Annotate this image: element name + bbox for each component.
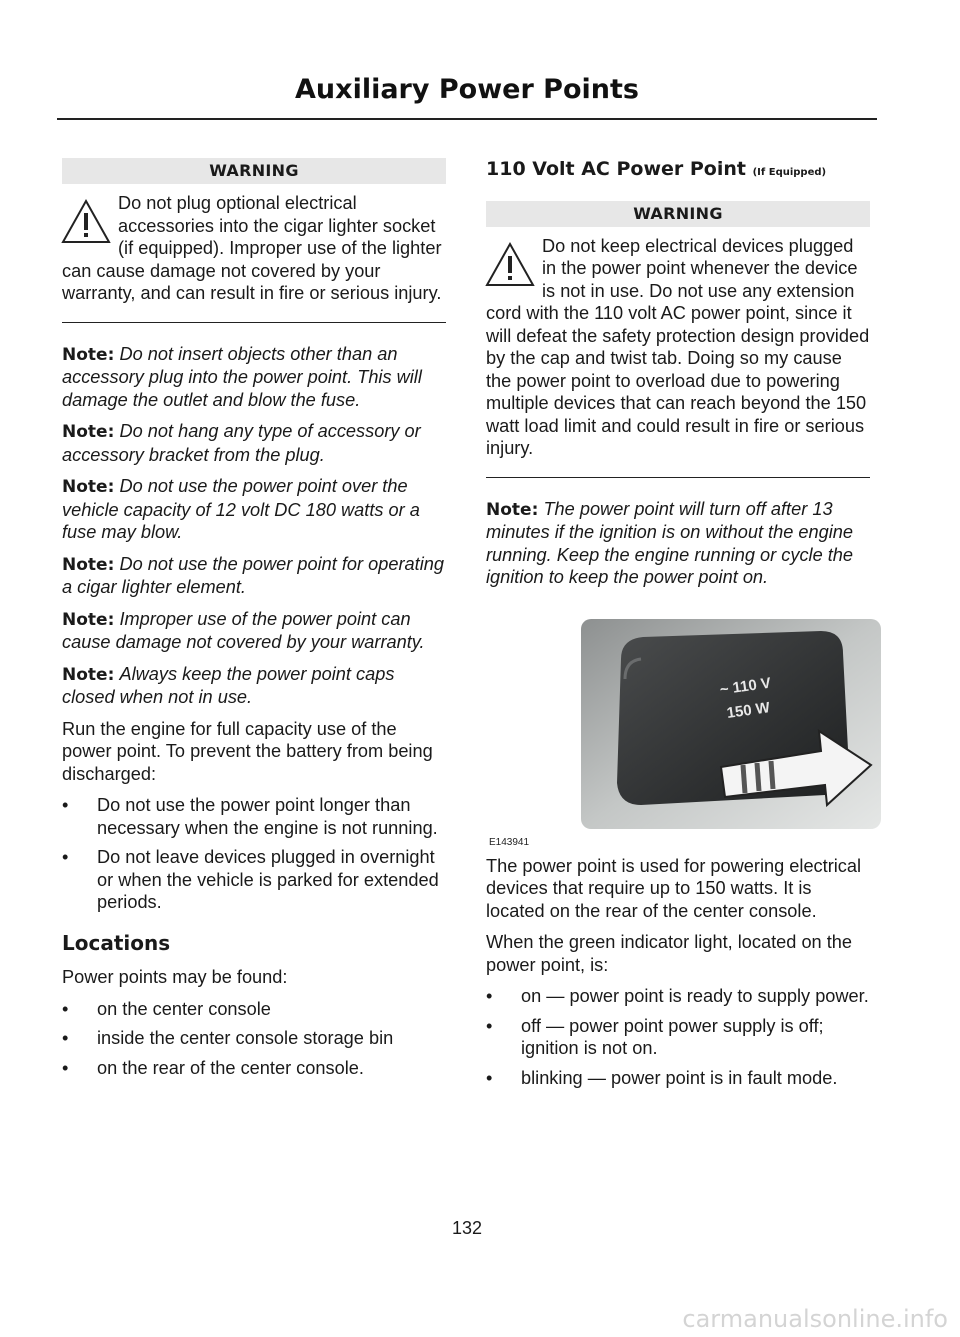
indicator-states-list [486,985,870,1089]
list-item-text: Do not use the power point longer than necessary when the engine is not running. [97,795,438,838]
note-text: Improper use of the power point can cause damage not covered by your warranty. [62,608,425,652]
page-number: 132 [451,1218,483,1238]
list-item-text: on the rear of the center console. [97,1057,364,1078]
body-paragraph: Power points may be found: [62,967,288,987]
note-label: Note: [62,554,115,575]
left-column [62,158,446,1088]
note [62,608,446,654]
note [62,420,446,466]
power-point-photo [581,619,881,829]
page-title: Auxiliary Power Points [295,74,639,105]
list-item [62,1057,446,1080]
list-item [62,998,446,1021]
warning-triangle-icon [60,196,112,248]
warning-text: Do not plug optional electrical accessories into the cigar lighter socket (if equipped). Improper use of the lighter can cause damage not covered by your warranty, and can result in fire or serious injury. [62,193,442,303]
header-divider [57,118,877,120]
warning-divider [62,322,446,323]
note [486,498,870,589]
list-item-text: inside the center console storage bin [97,1028,394,1048]
note-label: Note: [62,344,115,365]
warning-banner: WARNING [62,158,446,184]
body-paragraph: The power point is used for powering electrical devices that require up to 150 watts. It is located on the rear of the center console. [486,855,862,921]
body-paragraph: When the green indicator light, located on the power point, is: [486,932,853,975]
note-label: Note: [62,422,115,442]
warning-box [62,192,446,305]
bullet-icon: • [486,1067,493,1088]
note [62,343,446,412]
section-heading-110v [486,158,870,185]
watermark: carmanualsonline.info [682,1305,948,1333]
warning-triangle-icon [484,239,536,291]
note-text: Always keep the power point caps closed when not in use. [62,663,395,707]
bullet-icon: • [62,847,69,867]
bullet-icon: • [62,795,69,815]
warning-text: Do not keep electrical devices plugged in the power point whenever the device is not in use. Do not use any extension cord with the 110 volt AC power point, since it will defeat the safety protection design provided by the cap and twist tab. Doing so my cause the power point to overload due to powering multiple devices that can reach beyond the 150 watt load limit and could result in fire or serious injury. [486,235,870,458]
list-item [486,1067,870,1090]
warning-banner: WARNING [486,201,870,227]
note-label: Note: [62,477,115,497]
note [62,553,446,599]
list-item-text: blinking — power point is in fault mode. [521,1067,838,1088]
note-text: The power point will turn off after 13 minutes if the ignition is on without the engine running. Keep the engine running or cycle the ignition to keep the power point on. [486,498,854,587]
note [62,663,446,709]
bullet-icon: • [62,1028,69,1048]
bullet-icon: • [486,1015,493,1036]
voltage-label: ~ 110 V [718,674,772,699]
figure-id: E143941 [489,836,530,848]
list-item [62,846,446,914]
list-item [62,794,446,839]
note-text: Do not insert objects other than an accessory plug into the power point. This will damage the outlet and blow the fuse. [62,343,422,410]
note-text: Do not hang any type of accessory or accessory bracket from the plug. [62,421,421,465]
note [62,475,446,544]
power-point-figure [486,605,870,855]
bullet-icon: • [62,1057,69,1078]
warning-box [486,235,870,460]
bullet-icon: • [62,998,69,1019]
note-label: Note: [486,499,539,520]
right-column [486,158,870,1098]
note-label: Note: [62,609,115,630]
section-heading-text: 110 Volt AC Power Point [486,158,746,180]
note-label: Note: [62,664,115,685]
list-item [62,1027,446,1050]
list-item-text: off — power point power supply is off; ignition is not on. [521,1015,824,1058]
body-paragraph: Run the engine for full capacity use of the power point. To prevent the battery from being discharged: [62,718,433,784]
warning-divider [486,477,870,478]
wattage-label: 150 W [725,698,772,722]
note-text: Do not use the power point for operating a cigar lighter element. [62,553,444,597]
list-item-text: Do not leave devices plugged in overnight or when the vehicle is parked for extended periods. [97,847,439,912]
list-item-text: on — power point is ready to supply power. [521,986,869,1006]
section-heading-locations: Locations [62,930,171,955]
bullet-list [62,794,446,914]
bullet-icon: • [486,986,493,1006]
note-text: Do not use the power point over the vehicle capacity of 12 volt DC 180 watts or a fuse may blow. [62,476,420,542]
list-item [486,985,870,1008]
section-heading-qualifier: (If Equipped) [752,167,827,178]
locations-list [62,998,446,1080]
list-item-text: on the center console [97,998,271,1019]
list-item [486,1015,870,1060]
